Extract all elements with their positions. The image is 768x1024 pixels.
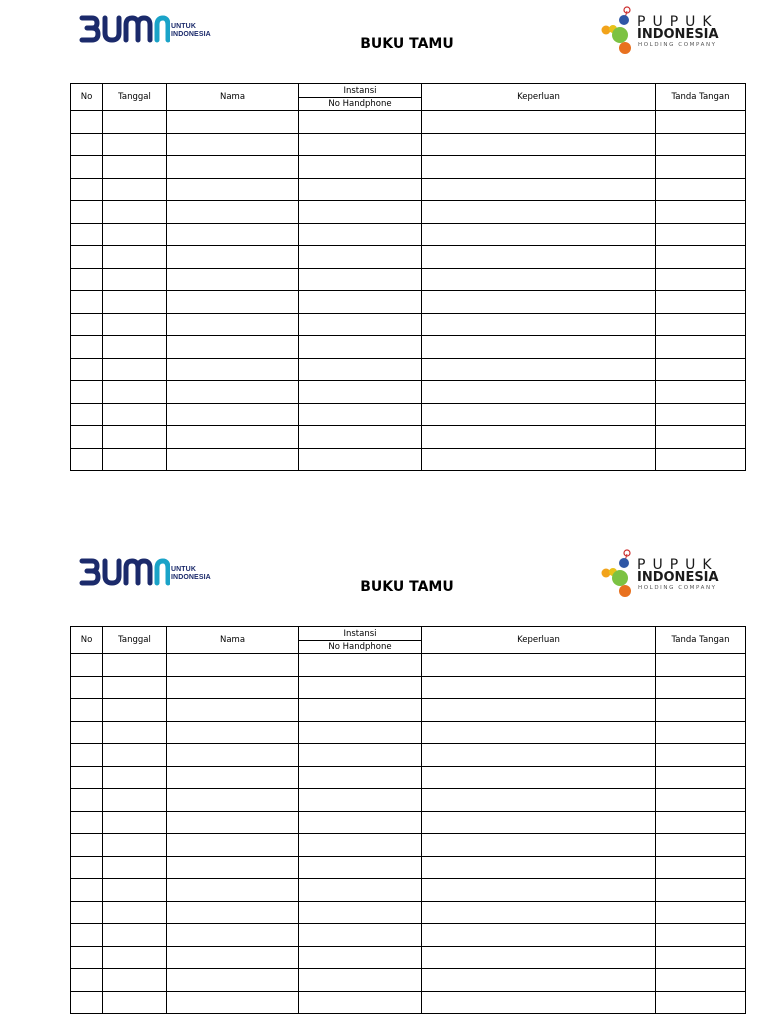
cell-no [71, 699, 103, 722]
cell-tanggal [103, 201, 167, 224]
cell-nama [167, 991, 299, 1014]
cell-keperluan [422, 223, 656, 246]
cell-tanggal [103, 789, 167, 812]
cell-nama [167, 403, 299, 426]
cell-tanda-tangan [656, 834, 746, 857]
cell-nama [167, 811, 299, 834]
cell-nama [167, 766, 299, 789]
cell-no [71, 111, 103, 134]
table-row [71, 448, 746, 471]
cell-nama [167, 313, 299, 336]
cell-no [71, 223, 103, 246]
cell-instansi [299, 789, 422, 812]
cell-keperluan [422, 924, 656, 947]
header-nama: Nama [167, 627, 299, 654]
cell-tanggal [103, 358, 167, 381]
cell-no [71, 448, 103, 471]
header-nama: Nama [167, 84, 299, 111]
cell-nama [167, 291, 299, 314]
cell-keperluan [422, 856, 656, 879]
cell-no [71, 178, 103, 201]
cell-tanda-tangan [656, 676, 746, 699]
cell-instansi [299, 381, 422, 404]
header-no-handphone: No Handphone [299, 641, 422, 654]
bumn-sub-line2: INDONESIA [171, 574, 211, 581]
cell-no [71, 856, 103, 879]
cell-no [71, 336, 103, 359]
cell-no [71, 403, 103, 426]
cell-nama [167, 358, 299, 381]
cell-keperluan [422, 676, 656, 699]
cell-nama [167, 789, 299, 812]
cell-tanggal [103, 111, 167, 134]
table-row [71, 133, 746, 156]
cell-tanggal [103, 654, 167, 677]
cell-tanggal [103, 744, 167, 767]
cell-nama [167, 901, 299, 924]
cell-no [71, 766, 103, 789]
header-no: No [71, 84, 103, 111]
cell-tanggal [103, 448, 167, 471]
cell-tanda-tangan [656, 721, 746, 744]
cell-tanda-tangan [656, 789, 746, 812]
cell-tanggal [103, 426, 167, 449]
cell-tanggal [103, 856, 167, 879]
cell-keperluan [422, 133, 656, 156]
cell-tanda-tangan [656, 924, 746, 947]
cell-instansi [299, 313, 422, 336]
header-keperluan: Keperluan [422, 84, 656, 111]
table-row [71, 879, 746, 902]
cell-keperluan [422, 699, 656, 722]
cell-keperluan [422, 901, 656, 924]
cell-instansi [299, 856, 422, 879]
cell-instansi [299, 336, 422, 359]
table-row [71, 991, 746, 1014]
cell-instansi [299, 879, 422, 902]
cell-instansi [299, 246, 422, 269]
cell-no [71, 924, 103, 947]
cell-keperluan [422, 313, 656, 336]
cell-tanggal [103, 879, 167, 902]
header-instansi: Instansi [299, 84, 422, 98]
cell-tanda-tangan [656, 856, 746, 879]
cell-tanggal [103, 223, 167, 246]
cell-no [71, 901, 103, 924]
cell-nama [167, 133, 299, 156]
cell-tanggal [103, 991, 167, 1014]
cell-nama [167, 336, 299, 359]
page-title: BUKU TAMU [360, 579, 454, 595]
header-tanda-tangan: Tanda Tangan [656, 627, 746, 654]
cell-tanggal [103, 403, 167, 426]
cell-instansi [299, 291, 422, 314]
table-row [71, 156, 746, 179]
cell-no [71, 291, 103, 314]
cell-instansi [299, 924, 422, 947]
cell-tanggal [103, 766, 167, 789]
cell-tanda-tangan [656, 111, 746, 134]
header-tanggal: Tanggal [103, 627, 167, 654]
cell-instansi [299, 426, 422, 449]
header-instansi: Instansi [299, 627, 422, 641]
bumn-sub-line1: UNTUK [171, 566, 196, 573]
cell-keperluan [422, 969, 656, 992]
pupuk-line3: HOLDING COMPANY [638, 585, 717, 591]
cell-nama [167, 946, 299, 969]
cell-instansi [299, 156, 422, 179]
table-row [71, 811, 746, 834]
cell-tanggal [103, 178, 167, 201]
table-row [71, 336, 746, 359]
guestbook-sheet [0, 0, 768, 480]
cell-keperluan [422, 381, 656, 404]
cell-tanda-tangan [656, 448, 746, 471]
cell-tanggal [103, 946, 167, 969]
cell-tanggal [103, 811, 167, 834]
cell-keperluan [422, 201, 656, 224]
cell-tanda-tangan [656, 268, 746, 291]
cell-tanda-tangan [656, 811, 746, 834]
cell-no [71, 879, 103, 902]
cell-nama [167, 381, 299, 404]
cell-tanda-tangan [656, 246, 746, 269]
page-title: BUKU TAMU [360, 36, 454, 52]
cell-keperluan [422, 834, 656, 857]
cell-keperluan [422, 946, 656, 969]
cell-tanggal [103, 834, 167, 857]
cell-nama [167, 426, 299, 449]
table-row [71, 246, 746, 269]
cell-instansi [299, 991, 422, 1014]
table-row [71, 924, 746, 947]
cell-tanda-tangan [656, 133, 746, 156]
cell-tanda-tangan [656, 403, 746, 426]
cell-keperluan [422, 291, 656, 314]
cell-instansi [299, 358, 422, 381]
cell-nama [167, 223, 299, 246]
cell-tanggal [103, 676, 167, 699]
cell-nama [167, 856, 299, 879]
pupuk-indonesia-logo [596, 6, 736, 58]
cell-nama [167, 156, 299, 179]
cell-no [71, 744, 103, 767]
cell-keperluan [422, 111, 656, 134]
cell-instansi [299, 448, 422, 471]
cell-nama [167, 246, 299, 269]
table-row [71, 834, 746, 857]
header-tanggal: Tanggal [103, 84, 167, 111]
header-tanda-tangan: Tanda Tangan [656, 84, 746, 111]
cell-keperluan [422, 879, 656, 902]
cell-instansi [299, 834, 422, 857]
cell-nama [167, 268, 299, 291]
cell-tanda-tangan [656, 426, 746, 449]
cell-no [71, 676, 103, 699]
cell-keperluan [422, 336, 656, 359]
cell-tanggal [103, 291, 167, 314]
cell-instansi [299, 766, 422, 789]
cell-no [71, 946, 103, 969]
header-no: No [71, 627, 103, 654]
cell-keperluan [422, 426, 656, 449]
cell-tanda-tangan [656, 201, 746, 224]
cell-no [71, 834, 103, 857]
cell-instansi [299, 901, 422, 924]
cell-no [71, 313, 103, 336]
cell-nama [167, 721, 299, 744]
table-row [71, 969, 746, 992]
cell-tanda-tangan [656, 969, 746, 992]
table-row [71, 856, 746, 879]
cell-keperluan [422, 268, 656, 291]
table-row [71, 201, 746, 224]
cell-instansi [299, 133, 422, 156]
cell-instansi [299, 744, 422, 767]
table-row [71, 654, 746, 677]
cell-keperluan [422, 654, 656, 677]
cell-nama [167, 924, 299, 947]
cell-no [71, 789, 103, 812]
cell-no [71, 991, 103, 1014]
pupuk-line2: INDONESIA [637, 27, 719, 42]
pupuk-line1: PUPUK [637, 14, 719, 30]
cell-instansi [299, 721, 422, 744]
cell-tanggal [103, 133, 167, 156]
table-row [71, 223, 746, 246]
cell-tanda-tangan [656, 178, 746, 201]
cell-no [71, 721, 103, 744]
cell-instansi [299, 268, 422, 291]
table-row [71, 381, 746, 404]
cell-nama [167, 676, 299, 699]
cell-instansi [299, 654, 422, 677]
cell-tanda-tangan [656, 991, 746, 1014]
cell-no [71, 381, 103, 404]
cell-tanda-tangan [656, 358, 746, 381]
cell-nama [167, 834, 299, 857]
cell-instansi [299, 403, 422, 426]
pupuk-line2: INDONESIA [637, 570, 719, 585]
table-row [71, 291, 746, 314]
cell-nama [167, 178, 299, 201]
table-row [71, 699, 746, 722]
cell-keperluan [422, 246, 656, 269]
cell-tanggal [103, 901, 167, 924]
guestbook-sheet [0, 543, 768, 1023]
cell-tanggal [103, 156, 167, 179]
table-row [71, 676, 746, 699]
header-no-handphone: No Handphone [299, 98, 422, 111]
cell-keperluan [422, 766, 656, 789]
cell-instansi [299, 111, 422, 134]
pupuk-line1: PUPUK [637, 557, 719, 573]
table-row [71, 789, 746, 812]
cell-no [71, 133, 103, 156]
cell-no [71, 358, 103, 381]
cell-tanggal [103, 268, 167, 291]
cell-no [71, 268, 103, 291]
cell-nama [167, 448, 299, 471]
table-row [71, 313, 746, 336]
table-row [71, 268, 746, 291]
cell-tanda-tangan [656, 313, 746, 336]
cell-keperluan [422, 811, 656, 834]
cell-nama [167, 201, 299, 224]
cell-keperluan [422, 744, 656, 767]
cell-tanda-tangan [656, 291, 746, 314]
cell-tanda-tangan [656, 336, 746, 359]
cell-keperluan [422, 991, 656, 1014]
cell-tanda-tangan [656, 946, 746, 969]
cell-tanda-tangan [656, 766, 746, 789]
cell-keperluan [422, 721, 656, 744]
cell-tanda-tangan [656, 699, 746, 722]
cell-no [71, 811, 103, 834]
header-keperluan: Keperluan [422, 627, 656, 654]
cell-nama [167, 654, 299, 677]
cell-keperluan [422, 789, 656, 812]
cell-tanggal [103, 336, 167, 359]
cell-tanggal [103, 969, 167, 992]
table-row [71, 766, 746, 789]
cell-no [71, 654, 103, 677]
cell-tanda-tangan [656, 654, 746, 677]
cell-tanda-tangan [656, 223, 746, 246]
cell-nama [167, 969, 299, 992]
cell-keperluan [422, 403, 656, 426]
cell-tanda-tangan [656, 879, 746, 902]
bumn-sub-line1: UNTUK [171, 23, 196, 30]
cell-tanda-tangan [656, 744, 746, 767]
pupuk-line3: HOLDING COMPANY [638, 42, 717, 48]
cell-no [71, 969, 103, 992]
cell-tanggal [103, 721, 167, 744]
table-row [71, 901, 746, 924]
pupuk-indonesia-logo [596, 549, 736, 601]
cell-tanda-tangan [656, 156, 746, 179]
cell-nama [167, 111, 299, 134]
bumn-sub-line2: INDONESIA [171, 31, 211, 38]
cell-tanggal [103, 313, 167, 336]
cell-nama [167, 879, 299, 902]
table-row [71, 744, 746, 767]
cell-instansi [299, 223, 422, 246]
cell-keperluan [422, 448, 656, 471]
cell-instansi [299, 811, 422, 834]
table-row [71, 178, 746, 201]
table-row [71, 721, 746, 744]
table-row [71, 946, 746, 969]
cell-no [71, 201, 103, 224]
cell-keperluan [422, 156, 656, 179]
cell-no [71, 156, 103, 179]
cell-keperluan [422, 358, 656, 381]
cell-instansi [299, 201, 422, 224]
cell-tanda-tangan [656, 381, 746, 404]
table-row [71, 403, 746, 426]
cell-instansi [299, 946, 422, 969]
cell-instansi [299, 969, 422, 992]
cell-tanggal [103, 699, 167, 722]
cell-keperluan [422, 178, 656, 201]
table-row [71, 426, 746, 449]
table-row [71, 358, 746, 381]
cell-tanda-tangan [656, 901, 746, 924]
cell-no [71, 426, 103, 449]
cell-nama [167, 744, 299, 767]
guest-table [70, 626, 746, 1014]
cell-no [71, 246, 103, 269]
cell-instansi [299, 676, 422, 699]
guest-table [70, 83, 746, 471]
cell-tanggal [103, 246, 167, 269]
cell-instansi [299, 178, 422, 201]
cell-tanggal [103, 924, 167, 947]
cell-instansi [299, 699, 422, 722]
cell-nama [167, 699, 299, 722]
table-row [71, 111, 746, 134]
cell-tanggal [103, 381, 167, 404]
